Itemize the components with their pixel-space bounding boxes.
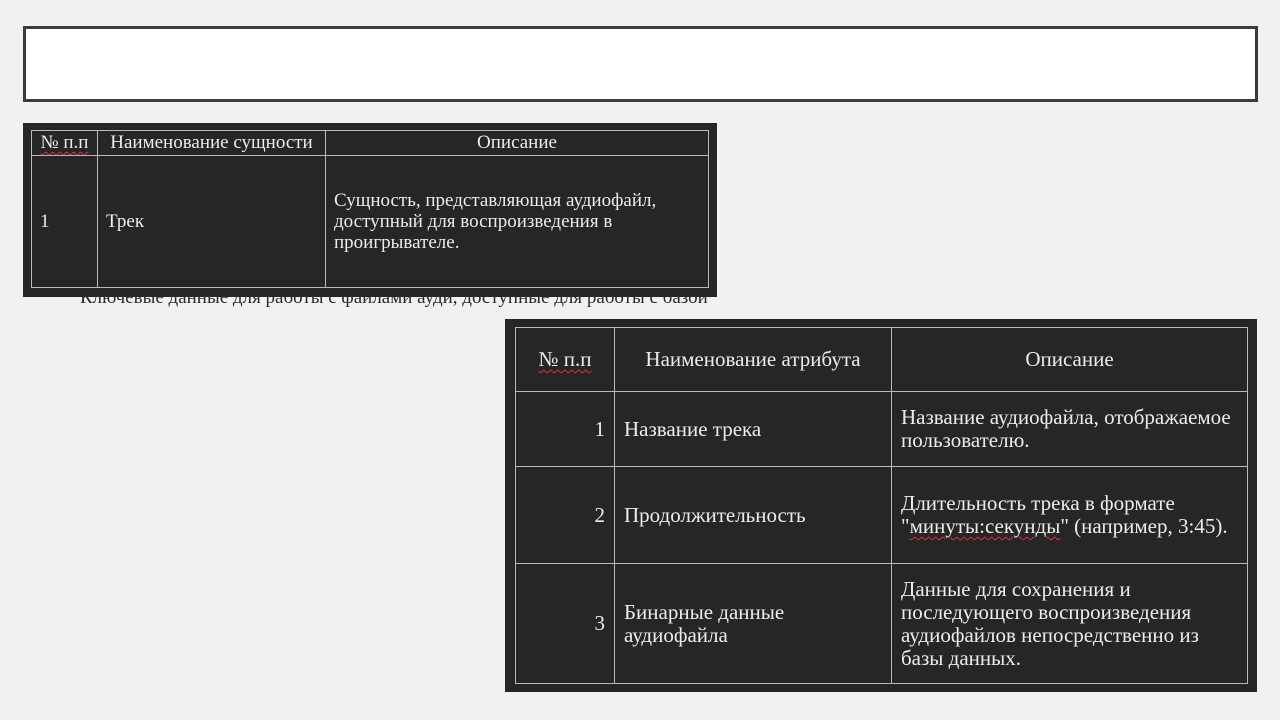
attribute-name: Бинарные данные аудиофайла [615,564,892,684]
header-number: № п.п [516,328,615,392]
attribute-name: Название трека [615,392,892,467]
row-number: 2 [516,467,615,564]
header-description: Описание [892,328,1248,392]
entity-table [31,130,709,288]
table-header-row [516,328,1248,392]
table-row [516,564,1248,684]
row-number: 1 [516,392,615,467]
table-row [516,467,1248,564]
attribute-description: Название аудиофайла, отображаемое пользователю. [892,392,1248,467]
entity-table-panel[interactable] [23,123,717,297]
attribute-description: Длительность трека в формате "минуты:секунды" (например, 3:45). [892,467,1248,564]
table-row [516,392,1248,467]
row-number: 3 [516,564,615,684]
header-attribute-name: Наименование атрибута [615,328,892,392]
attribute-table [515,327,1248,684]
entity-name: Трек [98,156,326,288]
header-entity-name: Наименование сущности [98,131,326,156]
attribute-description: Данные для сохранения и последующего воспроизведения аудиофайлов непосредственно из базы данных. [892,564,1248,684]
header-number: № п.п [32,131,98,156]
entity-description: Сущность, представляющая аудиофайл, доступный для воспроизведения в проигрывателе. [326,156,709,288]
clipped-body-text: Ключевые данные для работы с файлами ауди, доступные для работы с базой [80,287,708,308]
table-header-row [32,131,709,156]
header-description: Описание [326,131,709,156]
table-row [32,156,709,288]
attribute-name: Продолжительность [615,467,892,564]
title-placeholder[interactable] [23,26,1258,102]
row-number: 1 [32,156,98,288]
attribute-table-panel[interactable] [505,319,1257,692]
